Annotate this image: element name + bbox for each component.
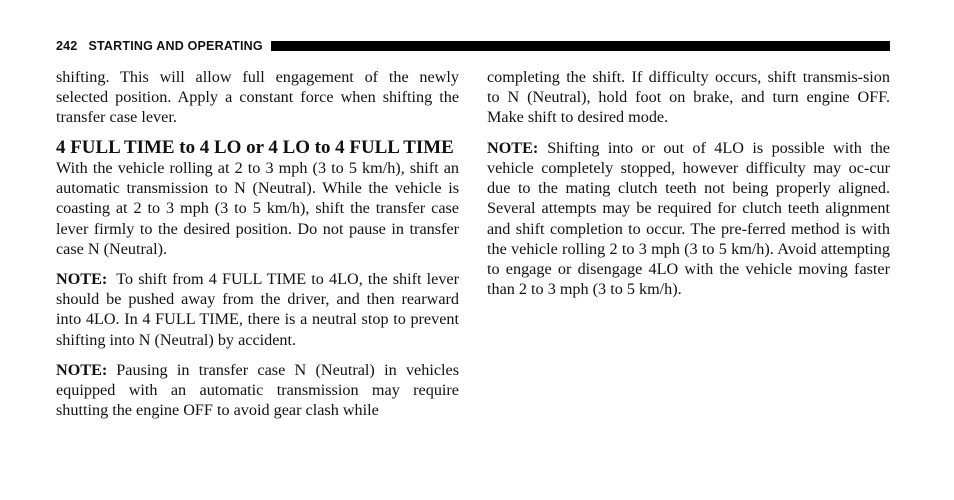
note-label: NOTE:: [56, 270, 108, 289]
note-label: NOTE:: [56, 360, 108, 379]
paragraph-vehicle-rolling: With the vehicle rolling at 2 to 3 mph (3 to 5 km/h), shift an automatic transmission to N (Neutral). While the vehicle is coasting at 2 to 3 mph (3 to 5 km/h), shift the transfer case lever firmly to the desired position. Do not pause in transfer case N (Neutral).: [56, 158, 459, 258]
paragraph-shifting: shifting. This will allow full engagement of the newly selected position. Apply a constant force when shifting the transfer case lever.: [56, 68, 459, 127]
section-title: STARTING AND OPERATING: [88, 39, 263, 53]
page-number: 242: [56, 39, 78, 53]
note-shifting-4lo: [487, 138, 890, 300]
paragraph-completing-shift: completing the shift. If difficulty occurs, shift transmis-sion to N (Neutral), hold foot on brake, and turn engine OFF. Make shift to desired mode.: [487, 68, 890, 127]
note-shift-from-4-full-time: [56, 269, 459, 350]
note-pausing-neutral: [56, 360, 459, 421]
subheading-4-full-time-to-4-lo: 4 FULL TIME to 4 LO or 4 LO to 4 FULL TIME: [56, 136, 454, 158]
header-rule: [271, 41, 890, 51]
note-label: NOTE:: [487, 138, 539, 157]
left-column: [56, 67, 459, 431]
page-header: [56, 37, 890, 55]
note-text: To shift from 4 FULL TIME to 4LO, the shift lever should be pushed away from the driver, and then rearward into 4LO. In 4 FULL TIME, there is a neutral stop to prevent shifting into N (Neutral) by accident.: [56, 270, 459, 349]
right-column: [487, 67, 890, 309]
note-text: Shifting into or out of 4LO is possible with the vehicle completely stopped, however difficulty may oc-cur due to the mating clutch teeth not being properly aligned. Several attempts may be required for clutch teeth alignment and shift completion to occur. The pre-ferred method is with the vehicle rolling 2 to 3 mph (3 to 5 km/h). Avoid attempting to engage or disengage 4LO with the vehicle moving faster than 2 to 3 mph (3 to 5 km/h).: [487, 138, 890, 299]
note-text: Pausing in transfer case N (Neutral) in vehicles equipped with an automatic transmission may require shutting the engine OFF to avoid gear clash while: [56, 360, 459, 420]
